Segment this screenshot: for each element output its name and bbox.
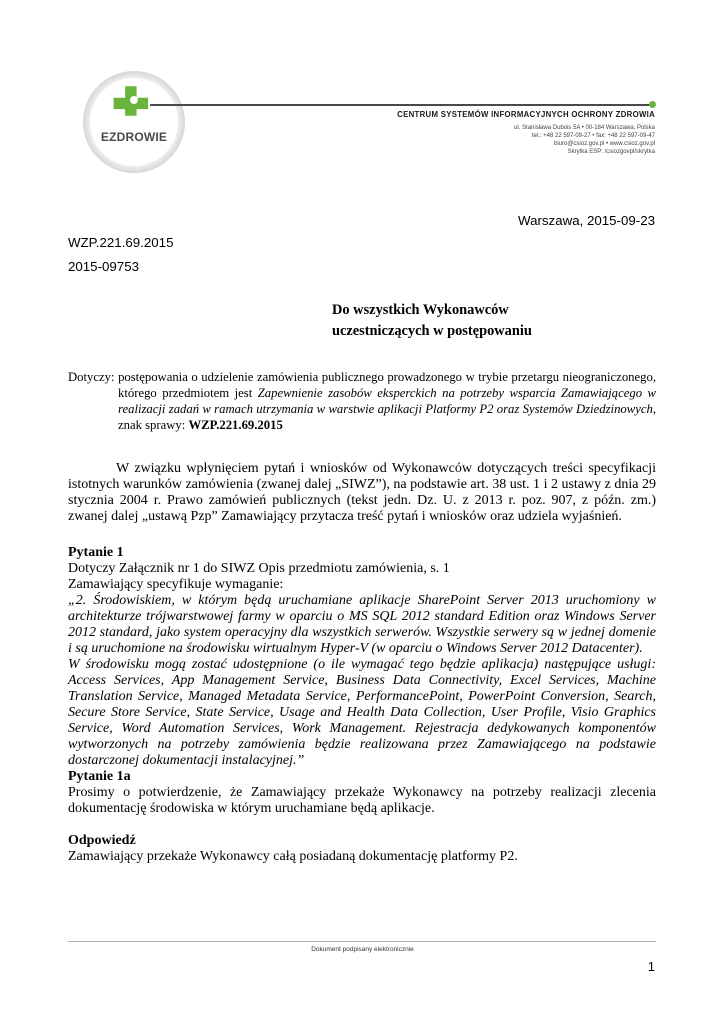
page-number: 1 xyxy=(647,959,655,974)
question-1-quote-part-1: „2. Środowiskiem, w którym będą uruchamiane aplikacje SharePoint Server 2013 uruchomiony w architekturze trójwarstwowej farmy w oparciu o MS SQL 2012 standard Edition oraz Windows Server 2012 standard, jako system operacyjny dla wszystkich serwerów. Wszystkie serwery są w jednej domenie i są uruchomione na środowisku wirtualnym Hyper-V (w oparciu o Windows Server 2012 Datacenter). xyxy=(68,593,656,656)
case-number: WZP.221.69.2015 xyxy=(188,418,283,432)
header-rule-dot xyxy=(649,101,656,108)
intro-paragraph: W związku wpłynięciem pytań i wniosków od Wykonawców dotyczących treści specyfikacji istotnych warunków zamówienia (zwanej dalej „SIWZ”), na podstawie art. 38 ust. 1 i 2 ustawy z dnia 29 stycznia 2004 r. Prawo zamówień publicznych (tekst jedn. Dz. U. z 2013 r. poz. 907, z późn. zm.) zwanej dalej „ustawą Pzp” Zamawiający przytacza treść pytań i wniosków oraz udziela wyjaśnień. xyxy=(68,461,656,524)
esp-inbox-line: Skrytka ESP: /csiozgovpl/skrytka xyxy=(567,149,655,155)
spacer xyxy=(68,817,656,833)
logo-wordmark: EZDROWIE xyxy=(100,130,168,144)
question-1-block xyxy=(68,545,656,865)
address-line: ul. Stanisława Dubois 5A • 00-184 Warszawa, Polska xyxy=(514,125,655,131)
contract-title: Zapewnienie zasobów eksperckich na potrzeby wsparcia Zamawiającego w realizacji zadań w ramach utrzymania w warstwie aplikacji Platformy P2 oraz Systemów Dziedzinowych xyxy=(118,386,656,416)
header-rule xyxy=(150,104,655,106)
subject-label: Dotyczy: xyxy=(68,370,115,384)
ezdrowie-logo xyxy=(82,70,186,174)
question-1-heading: Pytanie 1 xyxy=(68,545,124,560)
question-1-reference: Dotyczy Załącznik nr 1 do SIWZ Opis przedmiotu zamówienia, s. 1 xyxy=(68,561,450,576)
question-1-quote-part-2: W środowisku mogą zostać udostępnione (o ile wymagać tego będzie aplikacja) następujące usługi: Access Services, App Management Service, Business Data Connectivity, Excel Services, Machine Translation Service, Managed Metadata Service, PerformancePoint, PowerPoint Conversion, Search, Secure Store Service, State Service, Usage and Health Data Collection, User Profile, Visio Graphics Service, Word Automation Services, Work Management. Rejestracja dedykowanych komponentów wytworzonych na potrzeby zamówienia będzie realizowana przez Zamawiającego na podstawie dostarczonej dokumentacji instalacyjnej.” xyxy=(68,657,656,768)
place-and-date: Warszawa, 2015-09-23 xyxy=(518,213,655,228)
subject-text-after: , znak sprawy: xyxy=(118,402,656,432)
registry-number: 2015-09753 xyxy=(68,259,139,274)
question-1a-heading: Pytanie 1a xyxy=(68,769,131,784)
footer-rule xyxy=(68,941,656,942)
subject-text: postępowania o udzielenie zamówienia publicznego prowadzonego w trybie przetargu nieograniczonego, którego przedmiotem jest xyxy=(118,370,656,400)
addressee-line-2: uczestniczących w postępowaniu xyxy=(332,323,532,339)
answer-text: Zamawiający przekaże Wykonawcy całą posiadaną dokumentację platformy P2. xyxy=(68,849,518,864)
addressee-line-1: Do wszystkich Wykonawców xyxy=(332,302,509,318)
subject-block xyxy=(68,369,656,433)
question-1-intro: Zamawiający specyfikuje wymaganie: xyxy=(68,577,284,592)
answer-heading: Odpowiedź xyxy=(68,833,136,848)
contact-phone-line: tel.: +48 22 597-09-27 • fax: +48 22 597-09-47 xyxy=(531,133,655,139)
question-1a-text: Prosimy o potwierdzenie, że Zamawiający przekaże Wykonawcy na potrzeby realizacji zlecenia dokumentację środowiska w którym uruchamiane będą aplikacje. xyxy=(68,785,656,816)
contact-web-line: biuro@csioz.gov.pl • www.csioz.gov.pl xyxy=(553,141,655,147)
subject-paragraph xyxy=(68,369,656,433)
reference-number: WZP.221.69.2015 xyxy=(68,235,174,250)
electronic-signature-note: Dokument podpisany elektronicznie xyxy=(311,946,414,953)
organization-name: CENTRUM SYSTEMÓW INFORMACYJNYCH OCHRONY ZDROWIA xyxy=(397,110,655,119)
